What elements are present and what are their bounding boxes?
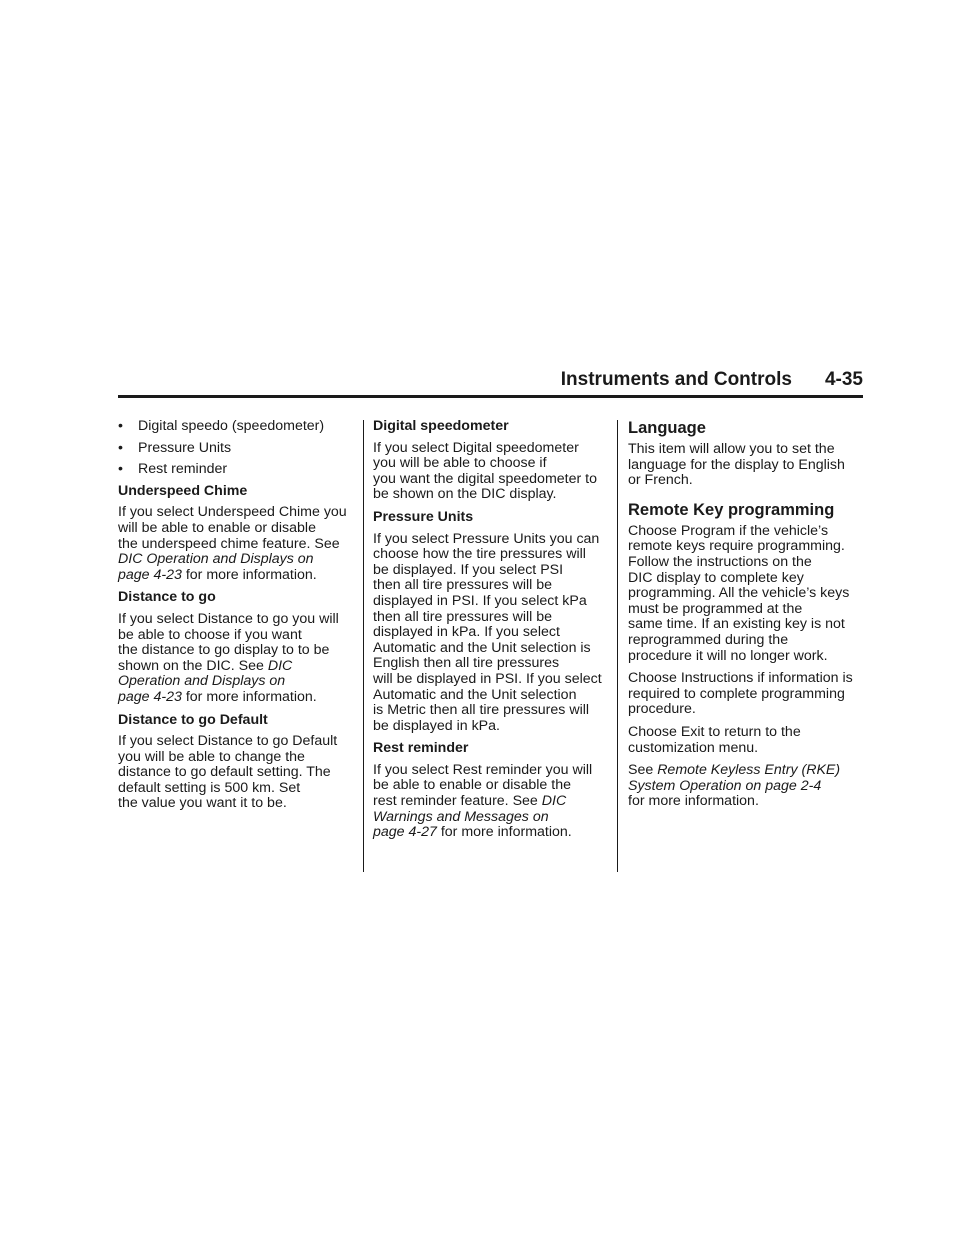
column-1 (118, 419, 354, 819)
subheading-pressure-units: Pressure Units (373, 508, 474, 525)
column-2 (373, 419, 609, 848)
line: same time. If an existing key is not (628, 616, 845, 633)
paragraph (628, 671, 864, 718)
line: then all tire pressures will be (373, 608, 552, 625)
section-title: Instruments and Controls (560, 369, 792, 390)
line: you will be able to choose if (373, 455, 547, 472)
paragraph (118, 505, 354, 583)
line: reprogrammed during the (628, 631, 789, 648)
paragraph (628, 725, 864, 756)
line: remote keys require programming. (628, 538, 845, 555)
line: the underspeed chime feature. See (118, 535, 340, 552)
line: required to complete programming (628, 685, 845, 702)
line: the distance to go display to to be (118, 642, 330, 659)
paragraph (373, 532, 609, 735)
list-item (118, 462, 354, 478)
line: be able to enable or disable the (373, 777, 571, 794)
cross-reference-link[interactable]: DIC Operation and Displays on (118, 551, 314, 568)
page-header (118, 369, 863, 391)
subheading-rest-reminder: Rest reminder (373, 740, 469, 757)
line: shown on the DIC. See (118, 657, 268, 674)
line: language for the display to English (628, 456, 845, 473)
paragraph (118, 734, 354, 812)
list-item (118, 441, 354, 457)
paragraph (628, 763, 864, 810)
line: distance to go default setting. The (118, 764, 331, 781)
line: be displayed. If you select PSI (373, 561, 564, 578)
cross-reference-link[interactable]: Warnings and Messages on (373, 808, 549, 825)
line: you will be able to change the (118, 748, 305, 765)
subheading-underspeed-chime: Underspeed Chime (118, 482, 248, 499)
line: If you select Rest reminder you will (373, 761, 593, 778)
cross-reference-link[interactable]: DIC (267, 657, 293, 674)
column-3 (628, 419, 864, 817)
cross-reference-link[interactable]: page 4-27 (373, 824, 437, 841)
bullet-icon: • (118, 461, 123, 478)
line: be able to choose if you want (118, 626, 302, 643)
paragraph (628, 524, 864, 664)
heading-remote-key-programming: Remote Key programming (628, 500, 835, 519)
bullet-icon: • (118, 418, 123, 434)
list-item-text: Digital speedo (speedometer) (138, 418, 325, 434)
line: will be displayed in PSI. If you select (373, 670, 602, 687)
line: procedure. (628, 701, 696, 718)
line: default setting is 500 km. Set (118, 779, 301, 796)
line: then all tire pressures will be (373, 577, 552, 594)
column-divider (363, 420, 364, 872)
line: be displayed in kPa. (373, 717, 500, 734)
line: See (628, 762, 658, 779)
line: for more information. (181, 688, 317, 705)
cross-reference-link[interactable]: page 4-23 (118, 566, 182, 583)
line: the value you want it to be. (118, 795, 287, 812)
line: be shown on the DIC display. (373, 486, 557, 503)
bullet-icon: • (118, 439, 123, 456)
line: Automatic and the Unit selection (373, 686, 577, 703)
line: or French. (628, 472, 693, 489)
line: for more information. (628, 793, 759, 810)
line: Automatic and the Unit selection is (373, 639, 591, 656)
line: DIC display to complete key (628, 569, 804, 586)
list-item-text: Pressure Units (138, 439, 232, 456)
list-item-text: Rest reminder (138, 461, 228, 478)
subheading-digital-speedometer: Digital speedometer (373, 418, 509, 434)
line: choose how the tire pressures will (373, 546, 586, 563)
line: must be programmed at the (628, 600, 803, 617)
paragraph (628, 442, 864, 489)
line: If you select Pressure Units you can (373, 530, 600, 547)
paragraph (373, 763, 609, 841)
line: programming. All the vehicle’s keys (628, 585, 850, 602)
line: you want the digital speedometer to (373, 470, 597, 487)
line: is Metric then all tire pressures will (373, 702, 590, 719)
line: displayed in kPa. If you select (373, 624, 560, 641)
line: English then all tire pressures (373, 655, 560, 672)
line: for more information. (181, 566, 317, 583)
line: procedure it will no longer work. (628, 647, 828, 664)
line: Choose Program if the vehicle’s (628, 522, 829, 539)
line: will be able to enable or disable (118, 519, 316, 536)
line: customization menu. (628, 739, 759, 756)
subheading-distance-to-go-default: Distance to go Default (118, 711, 268, 728)
list-item (118, 419, 354, 435)
line: Follow the instructions on the (628, 553, 812, 570)
line: If you select Digital speedometer (373, 439, 579, 456)
line: This item will allow you to set the (628, 441, 835, 457)
line: for more information. (436, 824, 572, 841)
cross-reference-link[interactable]: System Operation on page 2-4 (628, 777, 822, 794)
line: rest reminder feature. See (373, 793, 542, 810)
paragraph (118, 612, 354, 706)
subheading-distance-to-go: Distance to go (118, 589, 216, 606)
cross-reference-link[interactable]: Remote Keyless Entry (RKE) (657, 762, 841, 779)
heading-language: Language (628, 419, 706, 437)
header-rule (118, 395, 863, 398)
line: If you select Distance to go you will (118, 610, 339, 627)
paragraph (373, 441, 609, 503)
line: Choose Exit to return to the (628, 723, 801, 740)
column-divider (617, 420, 618, 872)
cross-reference-link[interactable]: page 4-23 (118, 688, 182, 705)
line: If you select Distance to go Default (118, 733, 338, 750)
page-number: 4-35 (824, 369, 863, 390)
line: Choose Instructions if information is (628, 670, 853, 687)
line: If you select Underspeed Chime you (118, 504, 347, 521)
cross-reference-link[interactable]: Operation and Displays on (118, 673, 286, 690)
cross-reference-link[interactable]: DIC (541, 793, 567, 810)
line: displayed in PSI. If you select kPa (373, 592, 587, 609)
